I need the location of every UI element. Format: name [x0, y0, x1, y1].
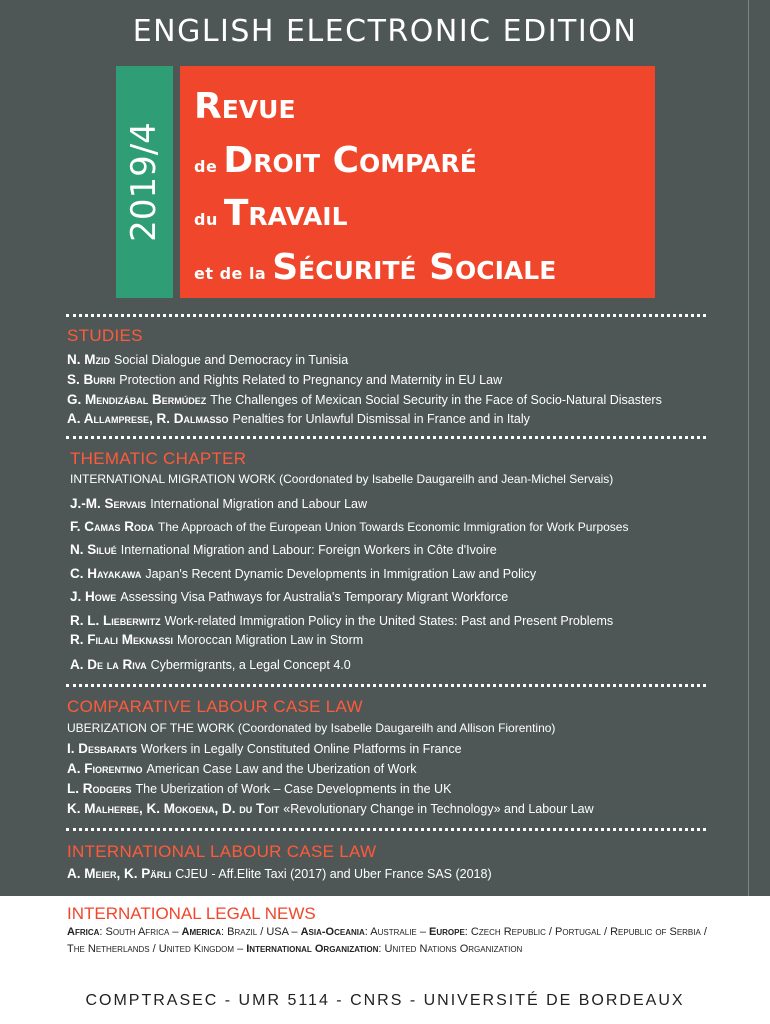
legal-news-list: Africa: South Africa – America: Brazil / USA – Asia-Oceania: Australie – Europe: Czech Republic / Portugal / Republic of Serbia / The Netherlands / United Kingdom – International Organization: United Nations Organization — [67, 926, 707, 955]
list-item: N. Silué International Migration and Labour: Foreign Workers in Côte d'Ivoire — [70, 542, 497, 557]
title-droit-compare: Droit Comparé — [223, 140, 477, 181]
divider — [66, 684, 706, 687]
list-item: A. Fiorentino American Case Law and the Uberization of Work — [67, 761, 417, 776]
title-line-2 — [194, 140, 477, 181]
divider — [66, 436, 706, 439]
title-de: de — [194, 157, 218, 176]
edge-line — [748, 0, 749, 896]
title-line-3 — [194, 193, 348, 234]
list-item: A. De la Riva Cybermigrants, a Legal Concept 4.0 — [70, 657, 351, 672]
section-title-studies: STUDIES — [67, 326, 143, 345]
section-subtitle-thematic: INTERNATIONAL MIGRATION WORK (Coordonated by Isabelle Daugareilh and Jean-Michel Servais) — [70, 472, 614, 486]
title-revue: Revue — [194, 86, 296, 127]
list-item: L. Rodgers The Uberization of Work – Case Developments in the UK — [67, 781, 452, 796]
section-subtitle-comparative: UBERIZATION OF THE WORK (Coordonated by Isabelle Daugareilh and Allison Fiorentino) — [67, 721, 556, 735]
title-line-1 — [194, 86, 296, 127]
list-item: I. Desbarats Workers in Legally Constituted Online Platforms in France — [67, 741, 462, 756]
section-title-thematic: THEMATIC CHAPTER — [70, 449, 247, 468]
list-item: A. Meier, K. Pärli CJEU - Aff.Elite Taxi (2017) and Uber France SAS (2018) — [67, 866, 492, 881]
list-item: C. Hayakawa Japan's Recent Dynamic Developments in Immigration Law and Policy — [70, 566, 537, 581]
section-title-comparative: COMPARATIVE LABOUR CASE LAW — [67, 697, 363, 716]
list-item: J. Howe Assessing Visa Pathways for Australia's Temporary Migrant Workforce — [70, 589, 509, 604]
title-travail: Travail — [223, 193, 348, 234]
list-item: J.-M. Servais International Migration and Labour Law — [70, 496, 367, 511]
list-item: F. Camas Roda The Approach of the European Union Towards Economic Immigration for Work Purposes — [70, 519, 629, 534]
list-item: R. L. Lieberwitz Work-related Immigration Policy in the United States: Past and Present Problems — [70, 613, 614, 628]
list-item: A. Allamprese, R. Dalmasso Penalties for Unlawful Dismissal in France and in Italy — [67, 411, 530, 426]
title-line-4 — [194, 247, 556, 288]
list-item: G. Mendizábal Bermúdez The Challenges of Mexican Social Security in the Face of Socio-Natural Disasters — [67, 392, 662, 407]
title-et-de-la: et de la — [194, 264, 267, 283]
divider — [66, 314, 706, 317]
issue-number: 2019/4 — [124, 122, 164, 242]
title-securite-sociale: Sécurité Sociale — [272, 247, 557, 288]
title-du: du — [194, 210, 218, 229]
section-title-international-case-law: INTERNATIONAL LABOUR CASE LAW — [67, 842, 377, 861]
edition-title: ENGLISH ELECTRONIC EDITION — [132, 14, 638, 49]
list-item: N. Mzid Social Dialogue and Democracy in Tunisia — [67, 352, 349, 367]
divider — [66, 828, 706, 831]
list-item: K. Malherbe, K. Mokoena, D. du Toit «Revolutionary Change in Technology» and Labour Law — [67, 801, 594, 816]
list-item: S. Burri Protection and Rights Related to Pregnancy and Maternity in EU Law — [67, 372, 503, 387]
publisher-footer: COMPTRASEC - UMR 5114 - CNRS - UNIVERSITÉ DE BORDEAUX — [85, 992, 685, 1009]
section-title-legal-news: INTERNATIONAL LEGAL NEWS — [67, 904, 316, 923]
list-item: R. Filali Meknassi Moroccan Migration Law in Storm — [70, 632, 364, 647]
